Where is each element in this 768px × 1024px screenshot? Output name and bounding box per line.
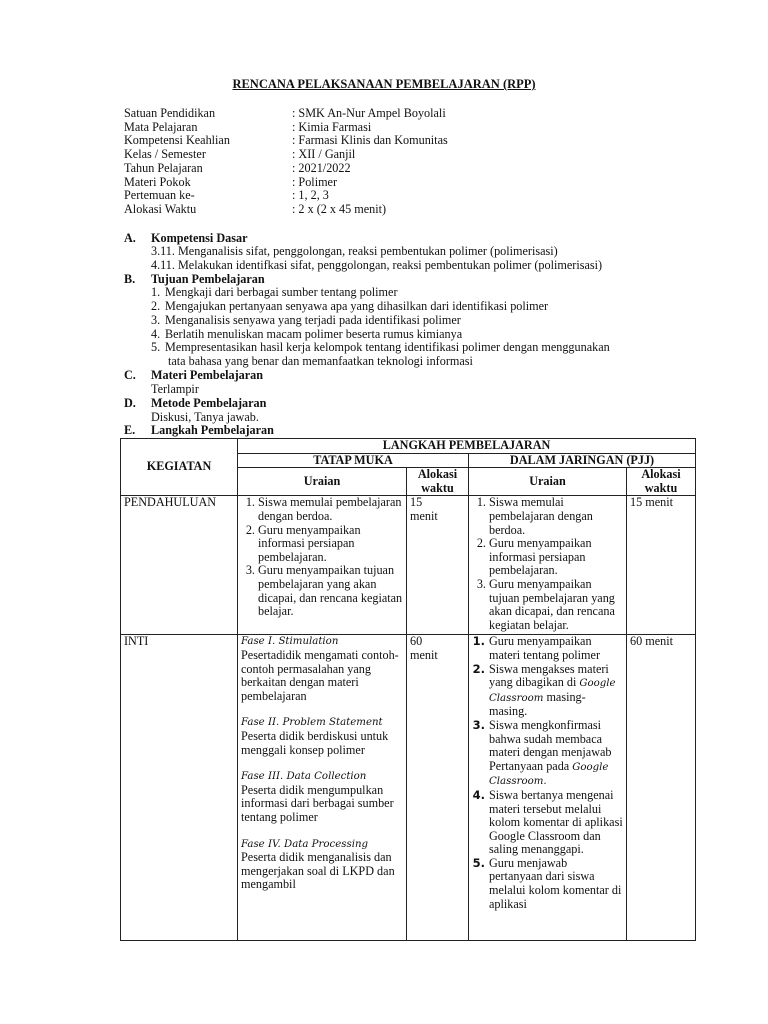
kegiatan-cell: PENDAHULUAN — [121, 496, 238, 635]
phase-name: Fase I. Stimulation — [241, 636, 339, 648]
identity-value: : Polimer — [292, 174, 338, 189]
header-alokasi: Alokasi waktu — [407, 468, 469, 496]
header-kegiatan: KEGIATAN — [121, 439, 238, 496]
phase-block — [241, 716, 403, 757]
tujuan-item: 2. Mengajukan pertanyaan senyawa apa yang dihasilkan dari identifikasi polimer — [151, 299, 549, 313]
identity-value: : XII / Ganjil — [292, 147, 356, 162]
identity-label: Alokasi Waktu — [124, 201, 197, 216]
list-item: 1. Siswa memulai pembelajaran dengan berdoa. — [489, 496, 623, 537]
phase-block — [241, 838, 403, 892]
identity-label: Kelas / Semester — [124, 147, 206, 162]
list-item: 2. Siswa mengakses materi yang dibagikan di Google Classroom masing-masing. — [489, 663, 623, 719]
identity-label: Satuan Pendidikan — [124, 106, 216, 120]
tujuan-item-continued: tata bahasa yang benar dan memanfaatkan teknologi informasi — [168, 354, 473, 368]
identity-label: Mata Pelajaran — [124, 119, 198, 134]
identity-value: : Kimia Farmasi — [292, 119, 372, 134]
header-uraian: Uraian — [238, 468, 407, 496]
identity-value: : Farmasi Klinis dan Komunitas — [292, 133, 448, 148]
list-item: 3. Guru menyampaikan tujuan pembelajaran yang akan dicapai, dan rencana kegiatan belajar. — [489, 578, 623, 632]
kd-item: 3.11. Menganalisis sifat, penggolongan, reaksi pembentukan polimer (polimerisasi) — [151, 244, 558, 258]
phase-text: Peserta didik berdiskusi untuk menggali konsep polimer — [241, 728, 389, 757]
tujuan-item: 3. Menganalisis senyawa yang terjadi pada identifikasi polimer — [151, 313, 461, 327]
section-d-heading: D. Metode Pembelajaran — [124, 396, 267, 410]
identity-label: Tahun Pelajaran — [124, 160, 203, 175]
phase-text: Peserta didik mengumpulkan informasi dari berbagai sumber tentang polimer — [241, 782, 394, 824]
tatap-muka-alokasi: 15 menit — [407, 496, 469, 635]
pjj-uraian — [469, 635, 627, 941]
identity-label: Materi Pokok — [124, 174, 191, 189]
phase-block — [241, 770, 403, 824]
header-langkah: LANGKAH PEMBELAJARAN — [238, 439, 696, 454]
metode-text: Diskusi, Tanya jawab. — [151, 410, 259, 424]
tatap-muka-alokasi: 60 menit — [407, 635, 469, 941]
section-e-heading: E. Langkah Pembelajaran — [124, 423, 274, 437]
list-item: 5. Guru menjawab pertanyaan dari siswa melalui kolom komentar di aplikasi — [489, 857, 623, 911]
header-alokasi: Alokasi waktu — [627, 468, 696, 496]
list-item: 4. Siswa bertanya mengenai materi tersebut melalui kolom komentar di aplikasi Google Classroom dan saling menanggapi. — [489, 789, 623, 857]
identity-value: : 1, 2, 3 — [292, 188, 329, 203]
list-item: 1. Siswa memulai pembelajaran dengan berdoa. — [258, 496, 403, 523]
header-tatap-muka: TATAP MUKA — [238, 453, 469, 468]
pjj-uraian — [469, 496, 627, 635]
pjj-alokasi: 15 menit — [627, 496, 696, 635]
identity-label: Kompetensi Keahlian — [124, 133, 230, 148]
pjj-alokasi: 60 menit — [627, 635, 696, 941]
phase-name: Fase III. Data Collection — [241, 771, 367, 783]
identity-value: : 2 x (2 x 45 menit) — [292, 201, 387, 216]
header-uraian: Uraian — [469, 468, 627, 496]
langkah-pembelajaran-table — [120, 438, 696, 941]
tujuan-item: 4. Berlatih menuliskan macam polimer beserta rumus kimianya — [151, 327, 463, 341]
phase-block — [241, 635, 403, 703]
tujuan-item: 5. Mempresentasikan hasil kerja kelompok tentang identifikasi polimer dengan menggunakan — [151, 340, 610, 354]
document-title: RENCANA PELAKSANAAN PEMBELAJARAN (RPP) — [232, 77, 536, 91]
tujuan-item: 1. Mengkaji dari berbagai sumber tentang polimer — [151, 285, 398, 299]
identity-value: : SMK An-Nur Ampel Boyolali — [292, 106, 446, 120]
identity-label: Pertemuan ke- — [124, 188, 195, 203]
section-c-heading: C. Materi Pembelajaran — [124, 368, 264, 382]
kd-item: 4.11. Melakukan identifkasi sifat, penggolongan, reaksi pembentukan polimer (polimerisasi) — [151, 258, 603, 272]
section-a-heading: A. Kompetensi Dasar — [124, 231, 248, 245]
identity-value: : 2021/2022 — [292, 160, 351, 175]
list-item: 1. Guru menyampaikan materi tentang polimer — [489, 635, 623, 662]
list-item: 2. Guru menyampaikan informasi persiapan pembelajaran. — [489, 537, 623, 578]
phase-text: Pesertadidik mengamati contoh-contoh permasalahan yang berkaitan dengan materi pembelajaran — [241, 647, 399, 703]
tatap-muka-uraian — [238, 496, 407, 635]
list-item: 2. Guru menyampaikan informasi persiapan pembelajaran. — [258, 524, 403, 565]
table-row — [121, 496, 696, 635]
tatap-muka-uraian — [238, 635, 407, 941]
section-b-heading: B. Tujuan Pembelajaran — [124, 272, 265, 286]
phase-name: Fase IV. Data Processing — [241, 838, 369, 850]
phase-name: Fase II. Problem Statement — [241, 717, 383, 729]
phase-text: Peserta didik menganalisis dan mengerjakan soal di LKPD dan mengambil — [241, 850, 395, 892]
header-pjj: DALAM JARINGAN (PJJ) — [469, 453, 696, 468]
materi-text: Terlampir — [151, 382, 199, 396]
list-item: 3. Siswa mengkonfirmasi bahwa sudah membaca materi dengan menjawab Pertanyaan pada Google Classroom. — [489, 719, 623, 789]
table-row — [121, 635, 696, 941]
kegiatan-cell: INTI — [121, 635, 238, 941]
list-item: 3. Guru menyampaikan tujuan pembelajaran yang akan dicapai, dan rencana kegiatan belajar. — [258, 564, 403, 618]
